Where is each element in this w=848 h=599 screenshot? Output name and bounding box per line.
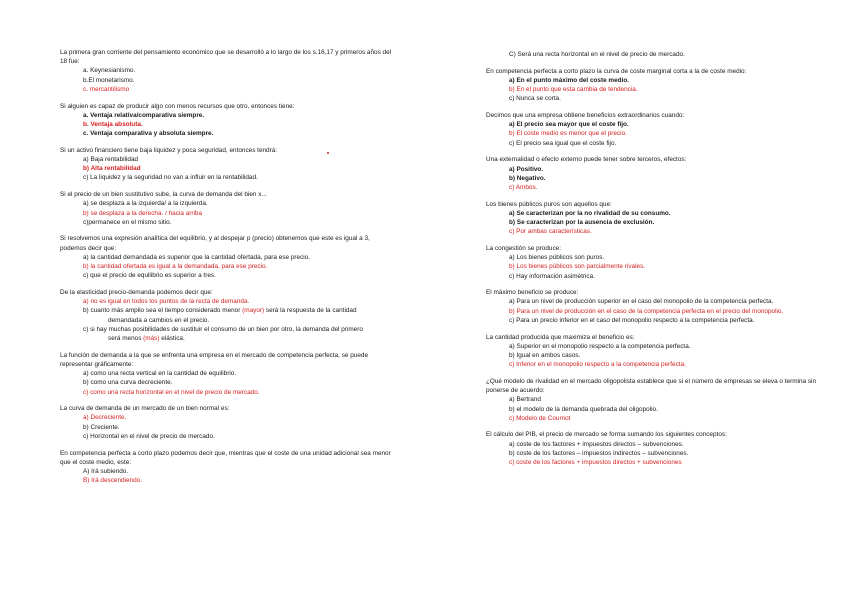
answer-option: a) Se caracterizan por la no rivalidad de su consumo. — [509, 209, 671, 217]
answer-option: b) cuanto más amplio sea el tiempo considerado menor (mayor) será la respuesta de la cantidad — [83, 307, 357, 315]
answer-option: será menos (más) elástica. — [108, 334, 185, 342]
answer-option: a) coste de los factores + impuestos directos – subvenciones. — [509, 440, 684, 448]
question-block — [60, 404, 392, 441]
question-text: La función de demanda a la que se enfrenta una empresa en el mercado de competencia perfecta, se puede representar gráficamente: — [60, 351, 369, 368]
question-text: Si resolvemos una expresión analítica del equilibrio, y al despejar p (precio) obtenemos que este es igual a 3, podemos decir que: — [60, 235, 370, 252]
answer-option: c) El precio sea igual que el coste fijo. — [509, 139, 617, 147]
answer-option-correct: c) Ambos. — [509, 183, 538, 191]
question-text: La congestión se produce: — [486, 244, 561, 252]
question-block — [60, 48, 392, 94]
answer-option: c. Ventaja comparativa y absoluta siempre. — [83, 130, 214, 138]
answer-option: b) como una curva decreciente. — [83, 379, 173, 387]
answer-option-correct: b) En el punto que esta cambia de tendencia. — [509, 86, 638, 94]
answer-option-correct: b. Ventaja absoluta. — [83, 120, 143, 128]
question-text: La primera gran corriente del pensamiento económico que se desarrolló a lo largo de los s.16,17 y primeros años del 18 fue: — [60, 49, 392, 66]
answer-option: b) el modelo de la demanda quebrada del oligopolio. — [509, 405, 658, 413]
question-block — [60, 146, 392, 183]
answer-option-correct: b) Los bienes públicos son parcialmente rivales. — [509, 263, 646, 271]
answer-option-correct: b) se desplaza a la derecha. / hacia arriba — [83, 209, 203, 217]
inline-correction: (más) — [143, 334, 160, 342]
question-block — [486, 333, 820, 370]
answer-option: a) Superior en el monopolio respecto a la competencia perfecta. — [509, 342, 691, 350]
question-block — [60, 190, 392, 227]
answer-option-correct: c) Por ambas características. — [509, 228, 592, 236]
answer-option: c) si hay muchas posibilidades de sustituir el consumo de un bien por otro, la demanda del primero — [83, 325, 363, 333]
question-text: Si el precio de un bien sustitutivo sube, la curva de demanda del bien x... — [60, 191, 267, 199]
stray-red-mark — [327, 152, 329, 154]
question-text: La cantidad producida que maximiza el beneficio es: — [486, 333, 635, 341]
answer-option: demandada a cambios en el precio. — [108, 316, 210, 324]
question-block — [486, 111, 820, 148]
answer-option-correct: b) Para un nivel de producción en el caso de la competencia perfecta en el precio del monopolio. — [509, 307, 784, 315]
question-text: El cálculo del PIB, el precio de mercado se forma sumando los siguientes conceptos: — [486, 431, 727, 439]
inline-correction: (mayor) — [242, 307, 265, 315]
answer-option: a. Keynesianismo. — [83, 67, 136, 75]
question-block — [486, 288, 820, 325]
question-block — [486, 155, 820, 192]
answer-option: C) Será una recta horizontal en el nivel de precio de mercado. — [509, 51, 685, 58]
answer-option: c)permanece en el mismo sitio. — [83, 218, 172, 226]
right-column — [486, 50, 820, 475]
answer-option: c) Nunca se corta. — [509, 95, 561, 103]
answer-option: a) Para un nivel de producción superior en el caso del monopolio de la competencia perfecta. — [509, 298, 774, 306]
answer-option: a) Baja rentabilidad — [83, 156, 139, 164]
answer-option: a) Los bienes públicos son puros. — [509, 254, 605, 262]
answer-option: a) Bertrand — [509, 396, 541, 404]
answer-option: c) La liquidez y la seguridad no van a influir en la rentabilidad. — [83, 174, 258, 182]
question-block — [60, 449, 392, 486]
question-block — [60, 234, 392, 280]
question-text: Los bienes públicos puros son aquellos que: — [486, 200, 612, 208]
question-text: Decimos que una empresa obtiene beneficios extraordinarios cuando: — [486, 112, 685, 120]
answer-option-correct: a) no es igual en todos los puntos de la recta de demanda. — [83, 298, 250, 306]
answer-option-correct: b) El coste medio es menor que el precio. — [509, 130, 627, 138]
answer-option: b) Negativo. — [509, 174, 546, 182]
answer-option: A) Irá subiendo. — [83, 467, 129, 475]
answer-option: a) El precio sea mayor que el coste fijo. — [509, 121, 629, 129]
question-block — [486, 244, 820, 281]
question-text: Si alguien es capaz de producir algo con menos recursos que otro, entonces tiene: — [60, 102, 295, 110]
question-text: De la elasticidad precio-demanda podemos decir que: — [60, 288, 213, 296]
answer-option: c) Horizontal en el nivel de precio de mercado. — [83, 432, 215, 440]
question-text: En competencia perfecta a corto plazo podemos decir que, mientras que el coste de una unidad adicional sea menor que el coste medio, este: — [60, 449, 391, 466]
answer-option: b) Se caracterizan por la ausencia de exclusión. — [509, 219, 655, 227]
answer-option: a. Ventaja relativa/comparativa siempre. — [83, 111, 205, 119]
question-block — [486, 430, 820, 467]
question-block — [486, 200, 820, 237]
answer-option: c) que el precio de equilibrio es superior a tres. — [83, 272, 216, 280]
answer-option-correct: c) Inferior en el monopolio respecto a la competencia perfecta. — [509, 361, 686, 369]
question-block — [486, 50, 820, 59]
answer-option-correct: c. mercantilismo — [83, 85, 130, 93]
question-block — [60, 288, 392, 343]
question-text: Si un activo financiero tiene baja liquidez y poca seguridad, entonces tendrá: — [60, 146, 278, 154]
question-text: ¿Qué modelo de rivalidad en el mercado oligopolista establece que si el número de empresas se eleva o termina sin ponerse de acuerdo: — [486, 377, 817, 395]
answer-option: c) Para un precio inferior en el caso del monopolio respecto a la competencia perfecta. — [509, 316, 755, 324]
answer-option: b) coste de los factores – impuestos indirectos – subvenciones. — [509, 449, 689, 457]
answer-option-correct: c) como una recta horizontal en el nivel de precio de mercado. — [83, 388, 260, 396]
answer-option: a) como una recta vertical en la cantidad de equilibrio. — [83, 370, 237, 378]
answer-option: b) Creciente. — [83, 423, 120, 431]
question-block — [486, 67, 820, 104]
question-text: La curva de demanda de un mercado de un bien normal es: — [60, 405, 230, 413]
answer-option: a) Positivo. — [509, 165, 544, 173]
answer-option: a) la cantidad demandada es superior que la cantidad ofertada, para ese precio. — [83, 253, 311, 261]
question-text: El máximo beneficio se produce: — [486, 289, 579, 297]
answer-option: a) se desplaza a la izquierda/ a la izquierda. — [83, 200, 208, 208]
question-block — [60, 351, 392, 397]
answer-option: b.El monetarismo. — [83, 76, 135, 84]
left-column — [60, 48, 392, 493]
answer-option-correct: c) Modelo de Cournot — [509, 414, 571, 422]
answer-option-correct: b) la cantidad ofertada es igual a la demandada, para ese precio. — [83, 263, 268, 271]
question-text: Una externalidad o efecto externo puede tener sobre terceros, efectos: — [486, 156, 687, 164]
answer-option-correct: a) Decreciente. — [83, 414, 127, 422]
answer-option-correct: c) coste de los factores + impuestos directos + subvenciones — [509, 459, 682, 467]
answer-option: c) Hay información asimétrica. — [509, 272, 595, 280]
answer-option-correct: B) Irá descendiendo. — [83, 477, 142, 485]
question-block — [60, 102, 392, 139]
question-block — [486, 377, 820, 423]
answer-option-correct: b) Alta rentabilidad — [83, 165, 141, 173]
answer-option: b) Igual en ambos casos. — [509, 351, 581, 359]
question-text: En competencia perfecta a corto plazo la curva de coste marginal corta a la de coste medio: — [486, 67, 747, 75]
answer-option: a) En el punto máximo del coste medio. — [509, 76, 630, 84]
